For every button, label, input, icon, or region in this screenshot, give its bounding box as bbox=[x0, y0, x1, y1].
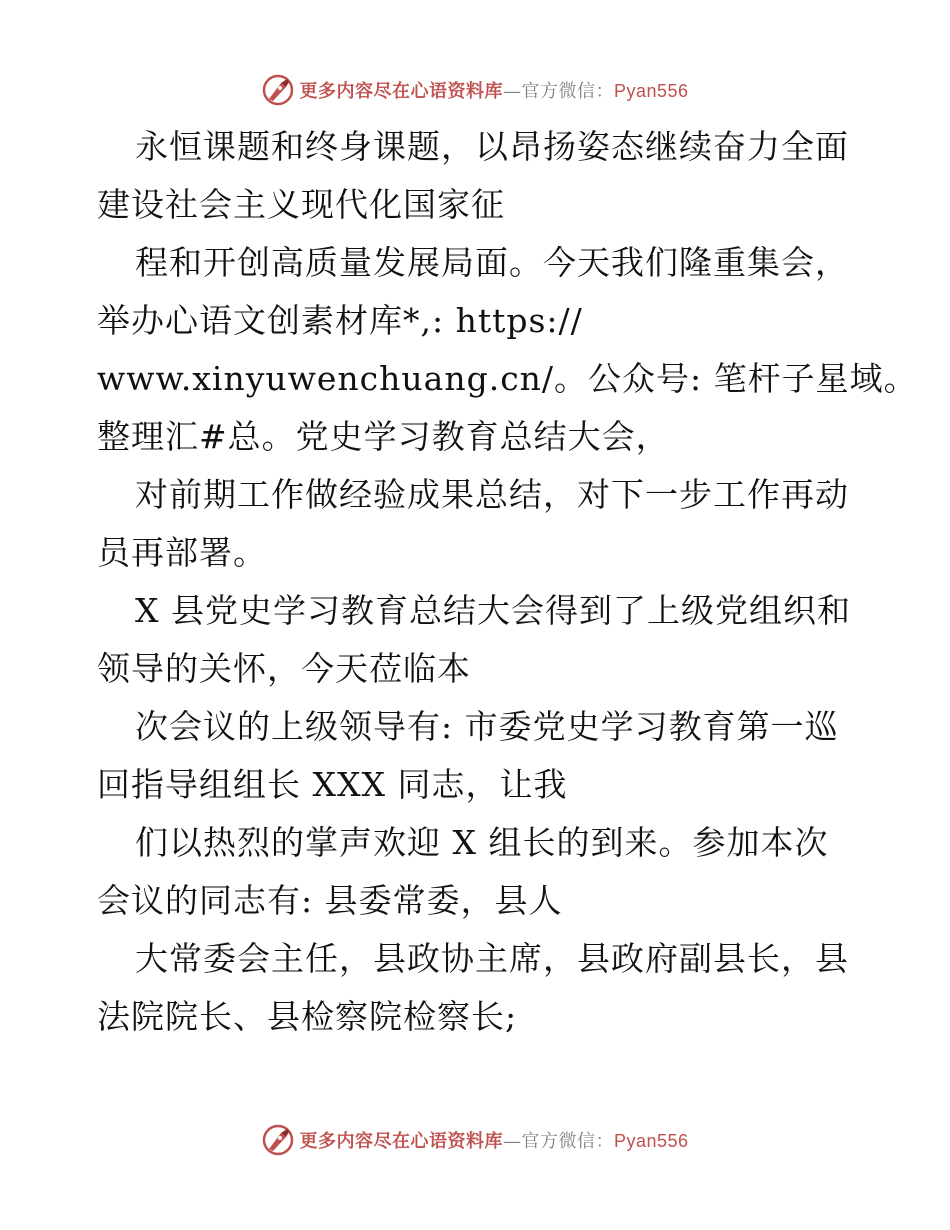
body-line: 建设社会主义现代化国家征 bbox=[97, 185, 505, 224]
header-banner-text bbox=[299, 77, 688, 103]
footer-banner bbox=[0, 1120, 950, 1160]
header-banner bbox=[0, 70, 950, 110]
body-line: 次会议的上级领导有: 市委党史学习教育第一巡 bbox=[135, 707, 839, 746]
body-line: www.xinyuwenchuang.cn/。公众号: 笔杆子星域。 bbox=[97, 359, 918, 398]
body-line: 程和开创高质量发展局面。今天我们隆重集会， bbox=[135, 243, 849, 282]
header-banner-main: 更多内容尽在心语资料库 bbox=[299, 81, 503, 102]
pen-nib-logo-icon bbox=[261, 73, 295, 107]
header-banner-wechat-label: 官方微信： bbox=[521, 81, 614, 102]
body-line: X 县党史学习教育总结大会得到了上级党组织和 bbox=[135, 591, 851, 630]
body-line: 领导的关怀，今天莅临本 bbox=[97, 649, 471, 688]
footer-banner-wechat-label: 官方微信： bbox=[521, 1131, 614, 1152]
body-line: 举办心语文创素材库*,: https:// bbox=[97, 301, 583, 340]
footer-banner-separator: — bbox=[502, 1131, 522, 1152]
body-line: 法院院长、县检察院检察长; bbox=[97, 997, 518, 1036]
body-line: 对前期工作做经验成果总结，对下一步工作再动 bbox=[135, 475, 849, 514]
footer-banner-inner bbox=[261, 1123, 688, 1157]
footer-banner-wechat-id: Pyan556 bbox=[613, 1131, 689, 1151]
document-body bbox=[97, 118, 918, 1046]
body-line: 员再部署。 bbox=[97, 533, 267, 572]
header-banner-inner bbox=[261, 73, 688, 107]
body-line: 大常委会主任，县政协主席，县政府副县长，县 bbox=[135, 939, 849, 978]
footer-banner-text bbox=[299, 1127, 688, 1153]
body-line: 整理汇#总。党史学习教育总结大会， bbox=[97, 417, 670, 456]
header-banner-separator: — bbox=[502, 81, 522, 102]
body-line: 回指导组组长 XXX 同志，让我 bbox=[97, 765, 568, 804]
pen-nib-logo-icon bbox=[261, 1123, 295, 1157]
body-line: 永恒课题和终身课题，以昂扬姿态继续奋力全面 bbox=[135, 127, 849, 166]
body-line: 们以热烈的掌声欢迎 X 组长的到来。参加本次 bbox=[135, 823, 829, 862]
header-banner-wechat-id: Pyan556 bbox=[613, 81, 689, 101]
body-line: 会议的同志有: 县委常委，县人 bbox=[97, 881, 563, 920]
footer-banner-main: 更多内容尽在心语资料库 bbox=[299, 1131, 503, 1152]
